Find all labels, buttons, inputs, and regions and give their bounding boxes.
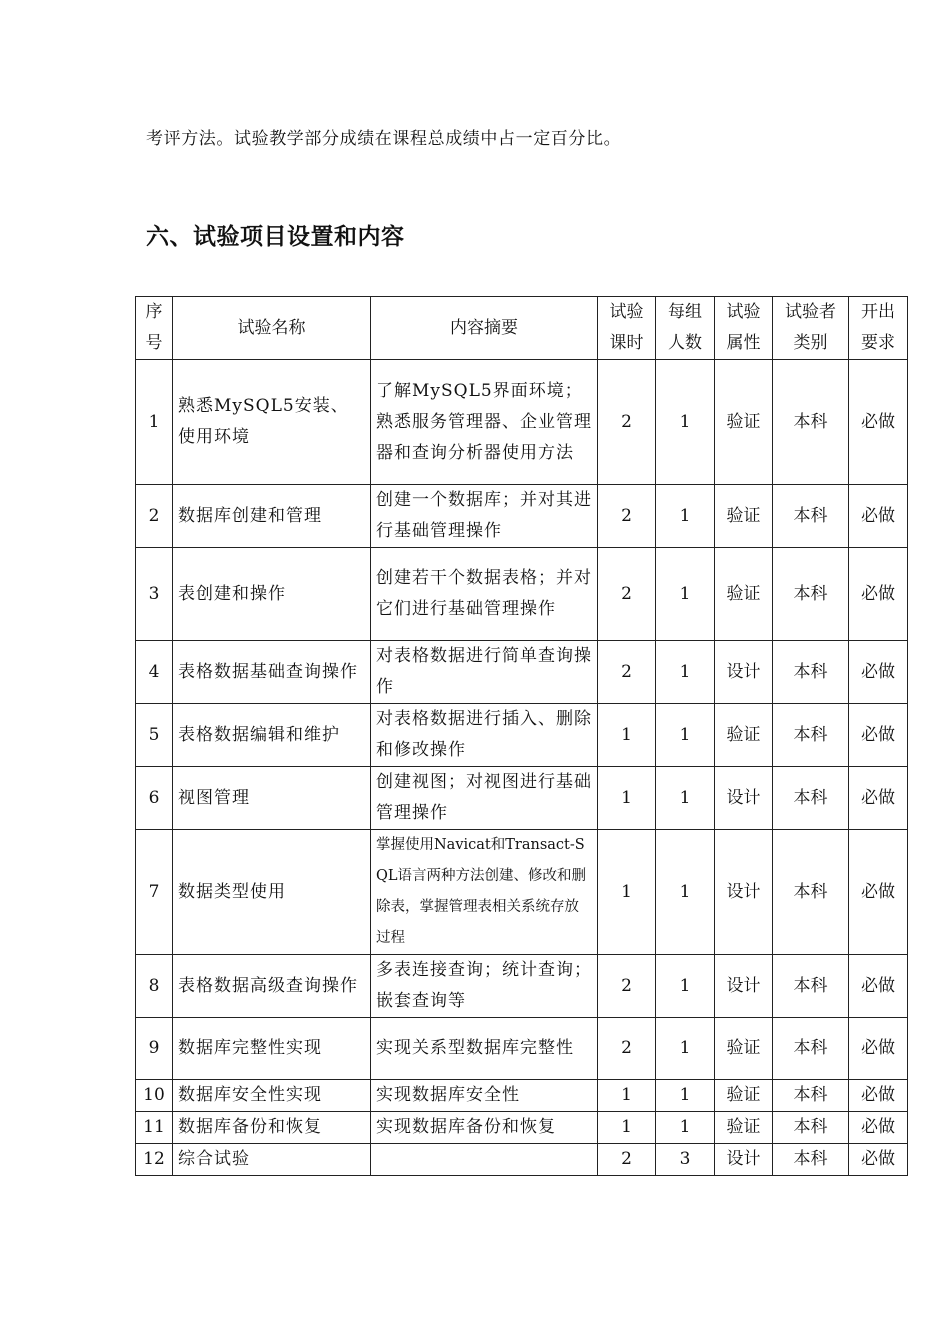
cell-seq: 3 (136, 548, 173, 641)
cell-category: 本科 (773, 830, 849, 955)
cell-category: 本科 (773, 1018, 849, 1080)
cell-group: 1 (656, 1080, 715, 1112)
cell-hours: 2 (598, 641, 656, 704)
table-row (136, 955, 908, 1018)
cell-hours: 2 (598, 1144, 656, 1176)
table-header-row (136, 297, 908, 360)
cell-group: 1 (656, 704, 715, 767)
cell-req: 必做 (849, 1018, 908, 1080)
cell-req: 必做 (849, 360, 908, 485)
cell-attr: 设计 (715, 1144, 773, 1176)
table-row (136, 1018, 908, 1080)
cell-name: 数据库安全性实现 (173, 1080, 371, 1112)
cell-attr: 设计 (715, 830, 773, 955)
cell-attr: 设计 (715, 641, 773, 704)
cell-attr: 设计 (715, 767, 773, 830)
table-row (136, 485, 908, 548)
cell-hours: 1 (598, 704, 656, 767)
header-attr: 试验属性 (715, 297, 773, 360)
header-summary: 内容摘要 (371, 297, 598, 360)
cell-req: 必做 (849, 704, 908, 767)
cell-summary: 对表格数据进行插入、删除和修改操作 (371, 704, 598, 767)
header-category: 试验者类别 (773, 297, 849, 360)
table-row (136, 1080, 908, 1112)
table-row (136, 641, 908, 704)
table-row (136, 548, 908, 641)
cell-category: 本科 (773, 767, 849, 830)
cell-name: 数据类型使用 (173, 830, 371, 955)
cell-attr: 验证 (715, 548, 773, 641)
table-row (136, 830, 908, 955)
cell-category: 本科 (773, 1080, 849, 1112)
cell-hours: 1 (598, 830, 656, 955)
cell-attr: 验证 (715, 1018, 773, 1080)
cell-summary: 创建视图；对视图进行基础管理操作 (371, 767, 598, 830)
section-title: 六、试验项目设置和内容 (146, 224, 405, 250)
cell-name: 数据库备份和恢复 (173, 1112, 371, 1144)
header-group: 每组人数 (656, 297, 715, 360)
cell-category: 本科 (773, 360, 849, 485)
cell-attr: 验证 (715, 360, 773, 485)
cell-name: 表格数据基础查询操作 (173, 641, 371, 704)
cell-hours: 2 (598, 485, 656, 548)
cell-group: 1 (656, 767, 715, 830)
cell-group: 1 (656, 485, 715, 548)
cell-seq: 8 (136, 955, 173, 1018)
cell-req: 必做 (849, 955, 908, 1018)
cell-summary (371, 1144, 598, 1176)
cell-seq: 12 (136, 1144, 173, 1176)
header-seq: 序号 (136, 297, 173, 360)
cell-summary: 创建一个数据库；并对其进行基础管理操作 (371, 485, 598, 548)
cell-seq: 2 (136, 485, 173, 548)
cell-category: 本科 (773, 955, 849, 1018)
cell-req: 必做 (849, 1112, 908, 1144)
cell-name: 熟悉MySQL5安装、使用环境 (173, 360, 371, 485)
cell-req: 必做 (849, 1144, 908, 1176)
cell-seq: 11 (136, 1112, 173, 1144)
cell-attr: 验证 (715, 1112, 773, 1144)
cell-name: 数据库完整性实现 (173, 1018, 371, 1080)
table-row (136, 1112, 908, 1144)
cell-group: 1 (656, 1018, 715, 1080)
cell-summary: 多表连接查询；统计查询；嵌套查询等 (371, 955, 598, 1018)
cell-hours: 2 (598, 955, 656, 1018)
cell-group: 1 (656, 830, 715, 955)
cell-attr: 验证 (715, 485, 773, 548)
cell-summary: 实现数据库安全性 (371, 1080, 598, 1112)
cell-seq: 1 (136, 360, 173, 485)
cell-category: 本科 (773, 704, 849, 767)
cell-seq: 7 (136, 830, 173, 955)
cell-group: 3 (656, 1144, 715, 1176)
cell-summary: 创建若干个数据表格；并对它们进行基础管理操作 (371, 548, 598, 641)
cell-summary: 实现关系型数据库完整性 (371, 1018, 598, 1080)
header-hours: 试验课时 (598, 297, 656, 360)
cell-attr: 验证 (715, 704, 773, 767)
cell-seq: 10 (136, 1080, 173, 1112)
cell-hours: 2 (598, 1018, 656, 1080)
cell-name: 表格数据高级查询操作 (173, 955, 371, 1018)
cell-attr: 设计 (715, 955, 773, 1018)
cell-group: 1 (656, 548, 715, 641)
intro-paragraph: 考评方法。试验教学部分成绩在课程总成绩中占一定百分比。 (146, 129, 622, 149)
cell-hours: 2 (598, 360, 656, 485)
cell-seq: 6 (136, 767, 173, 830)
cell-summary: 对表格数据进行简单查询操作 (371, 641, 598, 704)
cell-seq: 5 (136, 704, 173, 767)
experiment-table (135, 296, 908, 1176)
cell-name: 综合试验 (173, 1144, 371, 1176)
cell-hours: 2 (598, 548, 656, 641)
cell-group: 1 (656, 641, 715, 704)
cell-req: 必做 (849, 1080, 908, 1112)
cell-name: 表创建和操作 (173, 548, 371, 641)
cell-req: 必做 (849, 548, 908, 641)
cell-category: 本科 (773, 1144, 849, 1176)
cell-req: 必做 (849, 767, 908, 830)
cell-hours: 1 (598, 767, 656, 830)
cell-summary: 了解MySQL5界面环境；熟悉服务管理器、企业管理器和查询分析器使用方法 (371, 360, 598, 485)
table-row (136, 704, 908, 767)
cell-summary: 掌握使用Navicat和Transact-SQL语言两种方法创建、修改和删除表，掌握管理表相关系统存放过程 (371, 830, 598, 955)
cell-seq: 9 (136, 1018, 173, 1080)
cell-category: 本科 (773, 548, 849, 641)
cell-req: 必做 (849, 641, 908, 704)
cell-group: 1 (656, 1112, 715, 1144)
cell-summary: 实现数据库备份和恢复 (371, 1112, 598, 1144)
cell-req: 必做 (849, 485, 908, 548)
cell-seq: 4 (136, 641, 173, 704)
cell-req: 必做 (849, 830, 908, 955)
table-row (136, 360, 908, 485)
table-row (136, 1144, 908, 1176)
cell-hours: 1 (598, 1080, 656, 1112)
cell-name: 表格数据编辑和维护 (173, 704, 371, 767)
cell-attr: 验证 (715, 1080, 773, 1112)
cell-group: 1 (656, 360, 715, 485)
cell-category: 本科 (773, 641, 849, 704)
header-name: 试验名称 (173, 297, 371, 360)
table-row (136, 767, 908, 830)
cell-hours: 1 (598, 1112, 656, 1144)
cell-category: 本科 (773, 1112, 849, 1144)
cell-category: 本科 (773, 485, 849, 548)
cell-name: 数据库创建和管理 (173, 485, 371, 548)
header-req: 开出要求 (849, 297, 908, 360)
cell-group: 1 (656, 955, 715, 1018)
cell-name: 视图管理 (173, 767, 371, 830)
